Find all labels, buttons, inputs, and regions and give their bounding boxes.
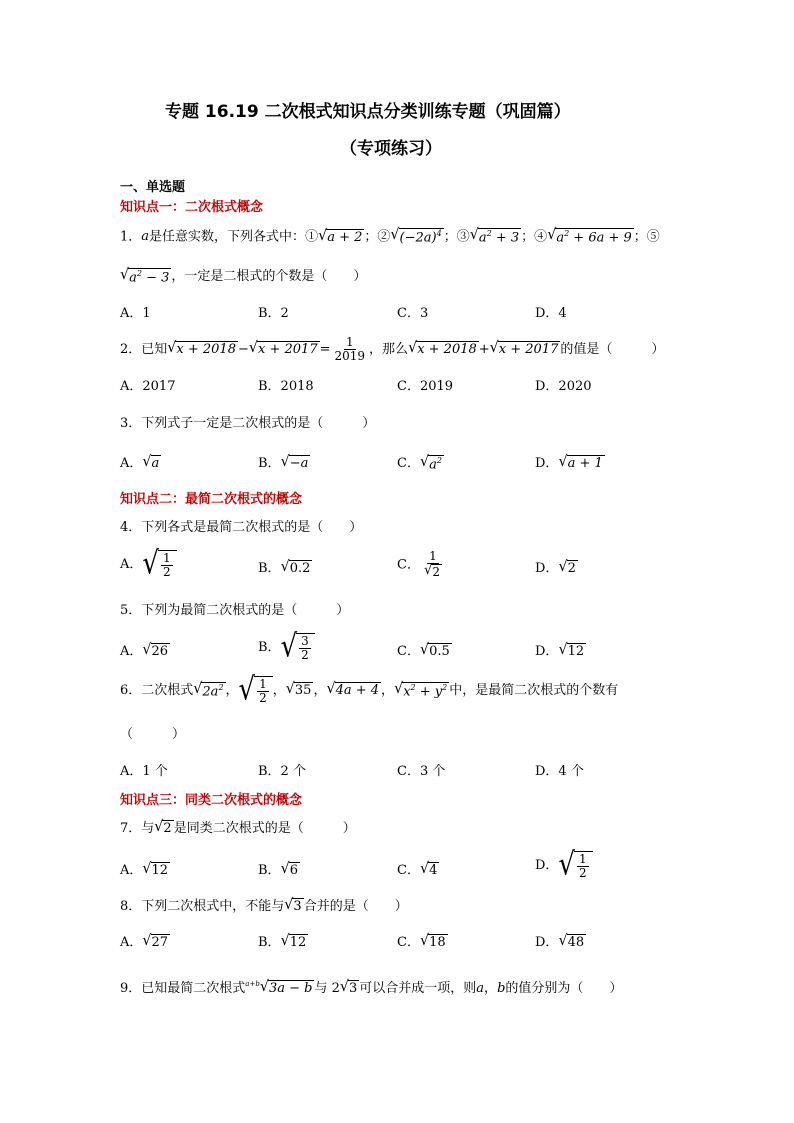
q6-option-d[interactable]: D．4 个 (535, 764, 584, 779)
q7-option-a[interactable]: A． √ 12 (120, 860, 169, 879)
expr-sqrt-a2-plus-3: √ $a^2 + 3$ (469, 226, 520, 246)
question-2: 2．已知 √ x + 2018 − √ x + 2017 = $\frac{1}{2019}$ ，那么 √ x + 2018 + √ x + 2017 的值是（ ） (120, 335, 665, 364)
q8-option-a[interactable]: A． √ 27 (120, 932, 169, 951)
knowledge-point-3: 知识点三：同类二次根式的概念 (120, 793, 303, 808)
expr-sqrt-a2-minus-3: √ $a^2 - 3$ (120, 266, 170, 285)
q8-option-d[interactable]: D． √ 48 (535, 932, 585, 951)
q8-option-c[interactable]: C． √ 18 (397, 932, 446, 951)
q4-option-c[interactable]: C． 1 √ 2 (397, 549, 440, 580)
q2-option-c[interactable]: C．2019 (397, 379, 454, 394)
q1-option-c[interactable]: C．3 (397, 306, 429, 321)
q7-option-d[interactable]: D． √ $\frac{1}{2}$ (535, 851, 593, 880)
q1-option-b[interactable]: B．2 (258, 306, 289, 321)
q8-option-b[interactable]: B． √ 12 (258, 932, 307, 951)
question-6-cont: （ ） (120, 727, 186, 742)
question-1-cont: √ $a^2 - 3$ ，一定是二根式的个数是（ ） (120, 266, 367, 285)
q2-option-d[interactable]: D．2020 (535, 379, 592, 394)
q4-option-a[interactable]: A． √ $\frac{1}{2}$ (120, 550, 177, 579)
q5-option-c[interactable]: C． √ 0.5 (397, 641, 450, 660)
q6-option-c[interactable]: C．3 个 (397, 764, 446, 779)
q3-option-d[interactable]: D． √ a + 1 (535, 453, 603, 472)
page-title: 专题 16.19 二次根式知识点分类训练专题（巩固篇） (165, 102, 571, 122)
q2-option-a[interactable]: A．2017 (120, 379, 176, 394)
question-6: 6．二次根式 √ $2a^2$ ， √ $\frac{1}{2}$ ， √ 35 ， √ 4a + 4 ， √ $x^2 + y^2$ 中，是最简二次根式的个数有 (120, 671, 619, 708)
q1-option-d[interactable]: D．4 (535, 306, 567, 321)
q4-option-b[interactable]: B． √ 0.2 (258, 558, 311, 577)
knowledge-point-1: 知识点一：二次根式概念 (120, 200, 264, 215)
q3-option-b[interactable]: B． √ −a (258, 453, 309, 472)
question-4: 4．下列各式是最简二次根式的是（ ） (120, 520, 363, 535)
q5-option-a[interactable]: A． √ 26 (120, 641, 169, 660)
question-5: 5．下列为最简二次根式的是（ ） (120, 603, 350, 618)
question-1: 1．a是任意实数，下列各式中：① √ a + 2 ；② √ $(-2a)^4$ ；③ √ $a^2 + 3$ ；④ √ $a^2 + 6a + 9$ ；⑤ (120, 226, 660, 246)
q5-option-d[interactable]: D． √ 12 (535, 641, 585, 660)
fraction-1-over-2019: $\frac{1}{2019}$ (334, 335, 366, 364)
question-8: 8．下列二次根式中，不能与 √ 3 合并的是（ ） (120, 896, 408, 915)
page-subtitle: （专项练习） (340, 139, 442, 159)
q3-option-a[interactable]: A． √ a (120, 453, 160, 472)
q6-option-b[interactable]: B．2 个 (258, 764, 306, 779)
expr-sqrt-a-plus-2: √ a + 2 (318, 227, 363, 245)
q3-option-c[interactable]: C． √ $a^2$ (397, 453, 442, 472)
question-9: 9．已知最简二次根式$^{a+b}$ √ 3a − b 与 2 √ 3 可以合并成一项，则a，b的值分别为（ ） (120, 978, 623, 997)
q1-option-a[interactable]: A．1 (120, 306, 151, 321)
section-heading: 一、单选题 (120, 180, 186, 195)
q7-option-b[interactable]: B． √ 6 (258, 860, 298, 879)
question-3: 3．下列式子一定是二次根式的是（ ） (120, 416, 376, 431)
q6-option-a[interactable]: A．1 个 (120, 764, 168, 779)
q4-option-d[interactable]: D． √ 2 (535, 558, 576, 577)
expr-sqrt-a2-6a-9: √ $a^2 + 6a + 9$ (547, 226, 632, 246)
q2-option-b[interactable]: B．2018 (258, 379, 314, 394)
q5-option-b[interactable]: B． √ $\frac{3}{2}$ (258, 633, 315, 662)
question-7: 7．与 √ 2 是同类二次根式的是（ ） (120, 818, 356, 837)
knowledge-point-2: 知识点二：最简二次根式的概念 (120, 492, 303, 507)
expr-sqrt-neg2a-4: √ $(-2a)^4$ (390, 226, 442, 246)
q7-option-c[interactable]: C． √ 4 (397, 860, 438, 879)
